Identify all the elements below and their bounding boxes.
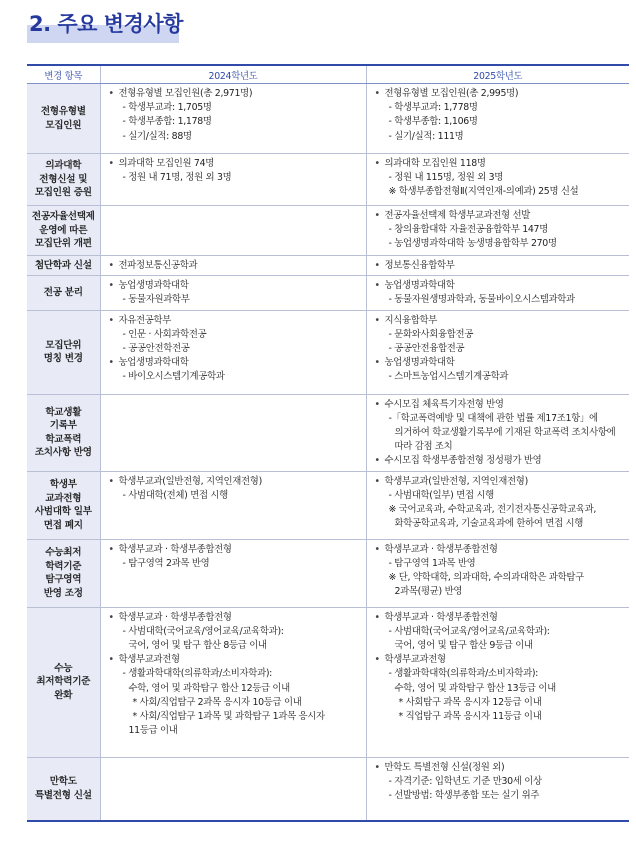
row-label-line: 조치사항 반영 — [34, 447, 92, 459]
cell-y2025 — [366, 206, 629, 256]
sub-item: - 생활과학대학(의류학과/소비자학과): — [388, 668, 539, 680]
bullet-item: • 전공자율선택제 학생부교과전형 선발 — [375, 209, 626, 223]
bullet-item: • 만학도 특별전형 신설(정원 외) — [375, 761, 626, 775]
sub-item: - 스마트농업시스템기계공학과 — [388, 371, 509, 383]
sub-item: - 문화와사회융합전공 — [388, 328, 474, 340]
header-2025: 2025학년도 — [366, 65, 629, 84]
sub-item: 수학, 영어 및 과학탐구 합산 12등급 이내 — [128, 682, 290, 694]
row-label-line: 면접 폐지 — [43, 519, 83, 531]
row-label-line: 탐구영역 — [45, 574, 82, 586]
page-title: 2. 주요 변경사항 — [29, 12, 183, 36]
table-row — [27, 276, 629, 310]
row-label — [27, 394, 100, 471]
cell-y2024 — [100, 310, 366, 394]
row-label-line: 모집단위 개편 — [34, 238, 92, 250]
bullet-item: • 전형유형별 모집인원(총 2,995명) — [375, 87, 626, 101]
row-label-line: 특별전형 신설 — [34, 789, 92, 801]
table-row — [27, 310, 629, 394]
cell-y2024 — [100, 757, 366, 821]
row-label-line: 모집인원 증원 — [34, 187, 92, 199]
sub-item: - 동물자원생명과학과, 동물바이오시스템과학과 — [388, 294, 575, 306]
sub-item: - 사범대학(국어교육/영어교육/교육학과): — [122, 625, 284, 637]
bullet-item: • 전형유형별 모집인원(총 2,971명) — [109, 87, 362, 101]
section-title-block — [27, 9, 183, 45]
bullet-item: • 학생부교과 · 학생부종합전형 — [109, 543, 362, 557]
row-label — [27, 154, 100, 206]
sub-item: - 인문 · 사회과학전공 — [122, 328, 207, 340]
sub-item: - 실기/실적: 88명 — [122, 130, 192, 142]
sub-item: 화학공학교육과, 기술교육과에 한하여 면접 시행 — [394, 518, 584, 530]
sub-item: ※ 학생부종합전형Ⅱ(지역인재-의예과) 25명 신설 — [388, 186, 579, 198]
cell-y2024 — [100, 206, 366, 256]
sub-item: - 정원 내 115명, 정원 외 3명 — [388, 172, 504, 184]
cell-y2025 — [366, 276, 629, 310]
sub-item: - 정원 내 71명, 정원 외 3명 — [122, 172, 232, 184]
row-label-line: 모집단위 — [45, 339, 82, 351]
table-row — [27, 154, 629, 206]
cell-y2024 — [100, 276, 366, 310]
table-header-row — [27, 65, 629, 84]
sub-item: - 동물자원과학부 — [122, 294, 190, 306]
row-label-line: 학력기준 — [45, 560, 82, 572]
cell-y2025 — [366, 84, 629, 154]
bullet-item: • 농업생명과학대학 — [109, 279, 362, 293]
cell-y2024 — [100, 471, 366, 539]
row-label-line: 전형신설 및 — [39, 173, 88, 185]
sub-item: - 공공안전학전공 — [122, 343, 190, 355]
cell-y2025 — [366, 471, 629, 539]
row-label-line: 기록부 — [49, 420, 77, 432]
table-row — [27, 539, 629, 607]
row-label-line: 전공자율선택제 — [31, 211, 95, 223]
row-label-line: 명칭 변경 — [43, 353, 83, 365]
sub-item: - 사범대학(국어교육/영어교육/교육학과): — [388, 625, 550, 637]
bullet-item: • 정보통신융합학부 — [375, 259, 626, 273]
cell-y2024 — [100, 607, 366, 757]
sub-item: * 직업탐구 과목 응시자 11등급 이내 — [398, 711, 542, 723]
cell-y2025 — [366, 256, 629, 276]
row-label — [27, 206, 100, 256]
sub-item: * 사회/직업탐구 1과목 및 과학탐구 1과목 응시자 — [132, 711, 325, 723]
row-label-line: 운영에 따른 — [39, 224, 88, 236]
table-row — [27, 607, 629, 757]
bullet-item: • 전파정보통신공학과 — [109, 259, 362, 273]
row-label — [27, 607, 100, 757]
bullet-item: • 농업생명과학대학 — [375, 356, 626, 370]
bullet-item: • 학생부교과 · 학생부종합전형 — [109, 611, 362, 625]
sub-item: - 실기/실적: 111명 — [388, 130, 464, 142]
row-label — [27, 84, 100, 154]
sub-item: - 공공안전융합전공 — [388, 343, 465, 355]
bullet-item: • 농업생명과학대학 — [109, 356, 362, 370]
sub-item: 의거하여 학교생활기록부에 기재된 학교폭력 조치사항에 — [394, 427, 616, 439]
sub-item: ※ 국어교육과, 수학교육과, 전기전자통신공학교육과, — [388, 504, 597, 516]
row-label — [27, 276, 100, 310]
row-label-line: 만학도 — [49, 776, 77, 788]
sub-item: 따라 감점 조치 — [394, 441, 453, 453]
row-label-line: 학교폭력 — [45, 433, 82, 445]
sub-item: * 사회탐구 과목 응시자 12등급 이내 — [398, 696, 542, 708]
changes-table — [27, 64, 629, 822]
row-label-line: 수능최저 — [45, 547, 82, 559]
bullet-item: • 학생부교과전형 — [375, 653, 626, 667]
bullet-item: • 학생부교과 · 학생부종합전형 — [375, 543, 626, 557]
row-label-line: 전공 분리 — [43, 287, 83, 299]
table-row — [27, 757, 629, 821]
sub-item: - 선발방법: 학생부종합 또는 실기 위주 — [388, 790, 540, 802]
header-2024: 2024학년도 — [100, 65, 366, 84]
row-label — [27, 757, 100, 821]
bullet-item: • 자유전공학부 — [109, 314, 362, 328]
cell-y2025 — [366, 310, 629, 394]
sub-item: ※ 단, 약학대학, 의과대학, 수의과대학은 과학탐구 — [388, 572, 584, 584]
row-label — [27, 310, 100, 394]
bullet-item: • 의과대학 모집인원 74명 — [109, 157, 362, 171]
sub-item: - 자격기준: 입학년도 기준 만30세 이상 — [388, 775, 542, 787]
row-label-line: 모집인원 — [45, 119, 82, 131]
sub-item: - 탐구영역 1과목 반영 — [388, 557, 476, 569]
cell-y2025 — [366, 539, 629, 607]
cell-y2025 — [366, 757, 629, 821]
row-label-line: 첨단학과 신설 — [34, 259, 92, 271]
sub-item: - 바이오시스템기계공학과 — [122, 371, 225, 383]
cell-y2024 — [100, 394, 366, 471]
row-label-line: 의과대학 — [45, 160, 82, 172]
sub-item: - 농업생명과학대학 농생명융합학부 270명 — [388, 238, 557, 250]
row-label — [27, 539, 100, 607]
sub-item: - 탐구영역 2과목 반영 — [122, 557, 210, 569]
row-label-line: 학교생활 — [45, 406, 82, 418]
bullet-item: • 의과대학 모집인원 118명 — [375, 157, 626, 171]
table-row — [27, 471, 629, 539]
cell-y2024 — [100, 256, 366, 276]
sub-item: -「학교폭력예방 및 대책에 관한 법률 제17조1항」에 — [388, 412, 598, 424]
bullet-item: • 지식융합학부 — [375, 314, 626, 328]
cell-y2024 — [100, 539, 366, 607]
sub-item: - 생활과학대학(의류학과/소비자학과): — [122, 668, 273, 680]
row-label — [27, 471, 100, 539]
row-label — [27, 256, 100, 276]
sub-item: - 사범대학(일부) 면접 시행 — [388, 489, 494, 501]
sub-item: 11등급 이내 — [128, 725, 178, 737]
row-label-line: 학생부 — [49, 479, 77, 491]
sub-item: - 학생부교과: 1,778명 — [388, 102, 478, 114]
bullet-item: • 수시모집 체육특기자전형 반영 — [375, 398, 626, 412]
sub-item: - 사범대학(전체) 면접 시행 — [122, 489, 228, 501]
sub-item: 2과목(평균) 반영 — [394, 586, 463, 598]
table-row — [27, 206, 629, 256]
cell-y2024 — [100, 154, 366, 206]
sub-item: * 사회/직업탐구 2과목 응시자 10등급 이내 — [132, 696, 302, 708]
table-body — [27, 84, 629, 822]
cell-y2024 — [100, 84, 366, 154]
row-label-line: 완화 — [54, 689, 73, 701]
bullet-item: • 농업생명과학대학 — [375, 279, 626, 293]
table-row — [27, 84, 629, 154]
header-change-item: 변경 항목 — [27, 65, 100, 84]
sub-item: 국어, 영어 및 탐구 합산 8등급 이내 — [128, 640, 267, 652]
table-row — [27, 256, 629, 276]
bullet-item: • 수시모집 학생부종합전형 정성평가 반영 — [375, 454, 626, 468]
row-label-line: 반영 조정 — [43, 587, 83, 599]
bullet-item: • 학생부교과(일반전형, 지역인재전형) — [109, 475, 362, 489]
bullet-item: • 학생부교과전형 — [109, 653, 362, 667]
row-label-line: 최저학력기준 — [36, 676, 91, 688]
cell-y2025 — [366, 607, 629, 757]
row-label-line: 수능 — [54, 662, 73, 674]
sub-item: - 창의융합대학 자율전공융합학부 147명 — [388, 224, 548, 236]
sub-item: - 학생부종합: 1,106명 — [388, 116, 478, 128]
bullet-item: • 학생부교과 · 학생부종합전형 — [375, 611, 626, 625]
sub-item: 국어, 영어 및 탐구 합산 9등급 이내 — [394, 640, 533, 652]
sub-item: - 학생부교과: 1,705명 — [122, 102, 212, 114]
row-label-line: 전형유형별 — [40, 106, 86, 117]
row-label-line: 사범대학 일부 — [34, 506, 92, 518]
row-label-line: 교과전형 — [45, 492, 82, 504]
table-row — [27, 394, 629, 471]
cell-y2025 — [366, 394, 629, 471]
bullet-item: • 학생부교과(일반전형, 지역인재전형) — [375, 475, 626, 489]
sub-item: - 학생부종합: 1,178명 — [122, 116, 212, 128]
cell-y2025 — [366, 154, 629, 206]
sub-item: 수학, 영어 및 과학탐구 합산 13등급 이내 — [394, 682, 556, 694]
